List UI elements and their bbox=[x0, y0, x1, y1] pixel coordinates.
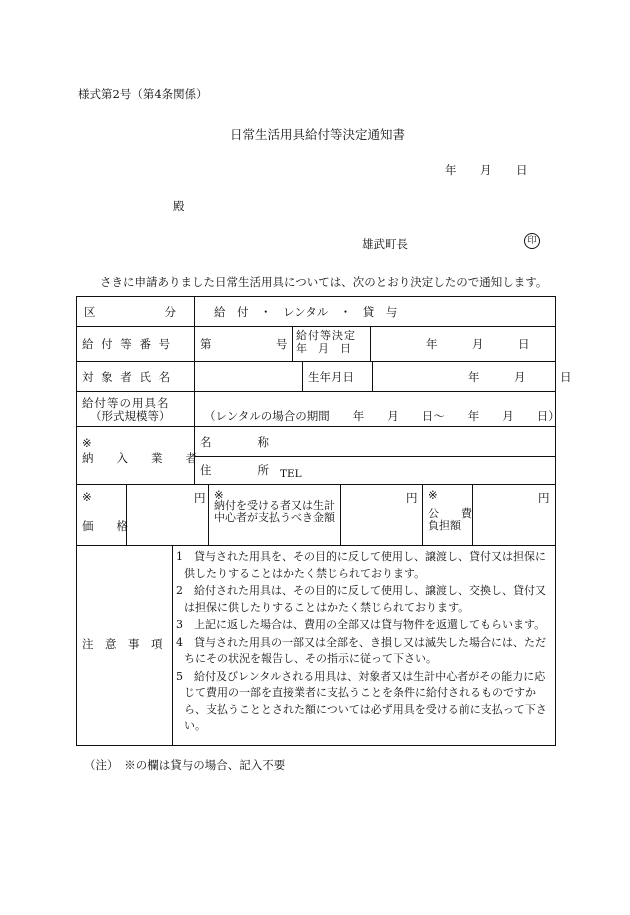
notes-list bbox=[176, 549, 551, 736]
footnote: （注） ※の欄は貸与の場合、記入不要 bbox=[84, 758, 286, 772]
target-name-label: 対 象 者 氏 名 bbox=[82, 370, 173, 384]
public-label-2: 負担額 bbox=[428, 519, 461, 532]
note-item: 4 貸与された用具の一部又は全部を、き損し又は滅失した場合には、ただちにその状況を報告し、その指示に従って下さい。 bbox=[176, 635, 546, 665]
item-sublabel: （形式規模等） bbox=[90, 409, 171, 423]
rental-period: （レンタルの場合の期間 年 月 日～ 年 月 日） bbox=[204, 409, 560, 423]
note-item: 5 給付及びレンタルされる用具は、対象者又は生計中心者がその能力に応じて費用の一部を直接業者に支払うことを条件に給付されるものですから、支払うこととされた額については必ず用具を受ける前に支払って下さい。 bbox=[176, 669, 547, 732]
category-value: 給 付 ・ レンタル ・ 貸 与 bbox=[214, 305, 398, 319]
note-item: 2 給付された用具は、その目的に反して使用し、譲渡し、交換し、貸付又は担保に供したりすることはかたく禁じられております。 bbox=[176, 584, 546, 614]
form-number: 様式第2号（第4条関係） bbox=[78, 87, 208, 101]
decision-date-value: 年 月 日 bbox=[426, 337, 530, 351]
vendor-label: 納 入 業 者 bbox=[82, 451, 197, 465]
number-label: 給 付 等 番 号 bbox=[82, 337, 173, 351]
seal-mark: 印 bbox=[524, 233, 540, 249]
payer-yen: 円 bbox=[406, 491, 418, 505]
issuer-name: 雄武町長 bbox=[362, 237, 408, 251]
item-label: 給付等の用具名 bbox=[82, 396, 170, 410]
price-label: 価 格 bbox=[82, 519, 128, 533]
form-table bbox=[76, 296, 572, 746]
price-mark: ※ bbox=[82, 490, 92, 504]
page-title: 日常生活用具給付等決定通知書 bbox=[230, 127, 406, 142]
vendor-address-label: 住 所 bbox=[200, 463, 269, 477]
date-month: 月 bbox=[480, 163, 492, 177]
category-label: 区 分 bbox=[84, 305, 176, 319]
note-item: 3 上記に返した場合は、費用の全部又は貸与物件を返還してもらいます。 bbox=[176, 618, 546, 631]
intro-text: さきに申請ありました日常生活用具については、次のとおり決定したので通知します。 bbox=[100, 275, 548, 289]
payer-mark: ※ bbox=[214, 488, 224, 502]
birth-date-value: 年 月 日 bbox=[468, 370, 572, 384]
vendor-mark: ※ bbox=[82, 436, 92, 450]
public-yen: 円 bbox=[538, 491, 550, 505]
number-suffix: 号 bbox=[276, 337, 288, 351]
decision-date-label-1: 給付等決定 bbox=[296, 329, 356, 342]
public-label-1: 公 費 bbox=[428, 507, 472, 520]
number-prefix: 第 bbox=[200, 337, 212, 351]
price-yen: 円 bbox=[194, 491, 206, 505]
date-day: 日 bbox=[516, 163, 528, 177]
date-year: 年 bbox=[445, 163, 457, 177]
notes-label: 注 意 事 項 bbox=[82, 637, 163, 651]
vendor-tel: TEL bbox=[280, 468, 302, 480]
note-item: 1 貸与された用具を、その目的に反して使用し、譲渡し、貸付又は担保に供したりすることはかたく禁じられております。 bbox=[176, 550, 546, 580]
vendor-name-label: 名 称 bbox=[200, 435, 269, 449]
birth-date-label: 生年月日 bbox=[308, 370, 354, 384]
payer-label: 納付を受ける者又は生計中心者が支払うべき金額 bbox=[214, 499, 335, 524]
decision-date-label-2: 年 月 日 bbox=[296, 342, 351, 355]
addressee-suffix: 殿 bbox=[173, 199, 185, 213]
public-mark: ※ bbox=[428, 488, 438, 502]
